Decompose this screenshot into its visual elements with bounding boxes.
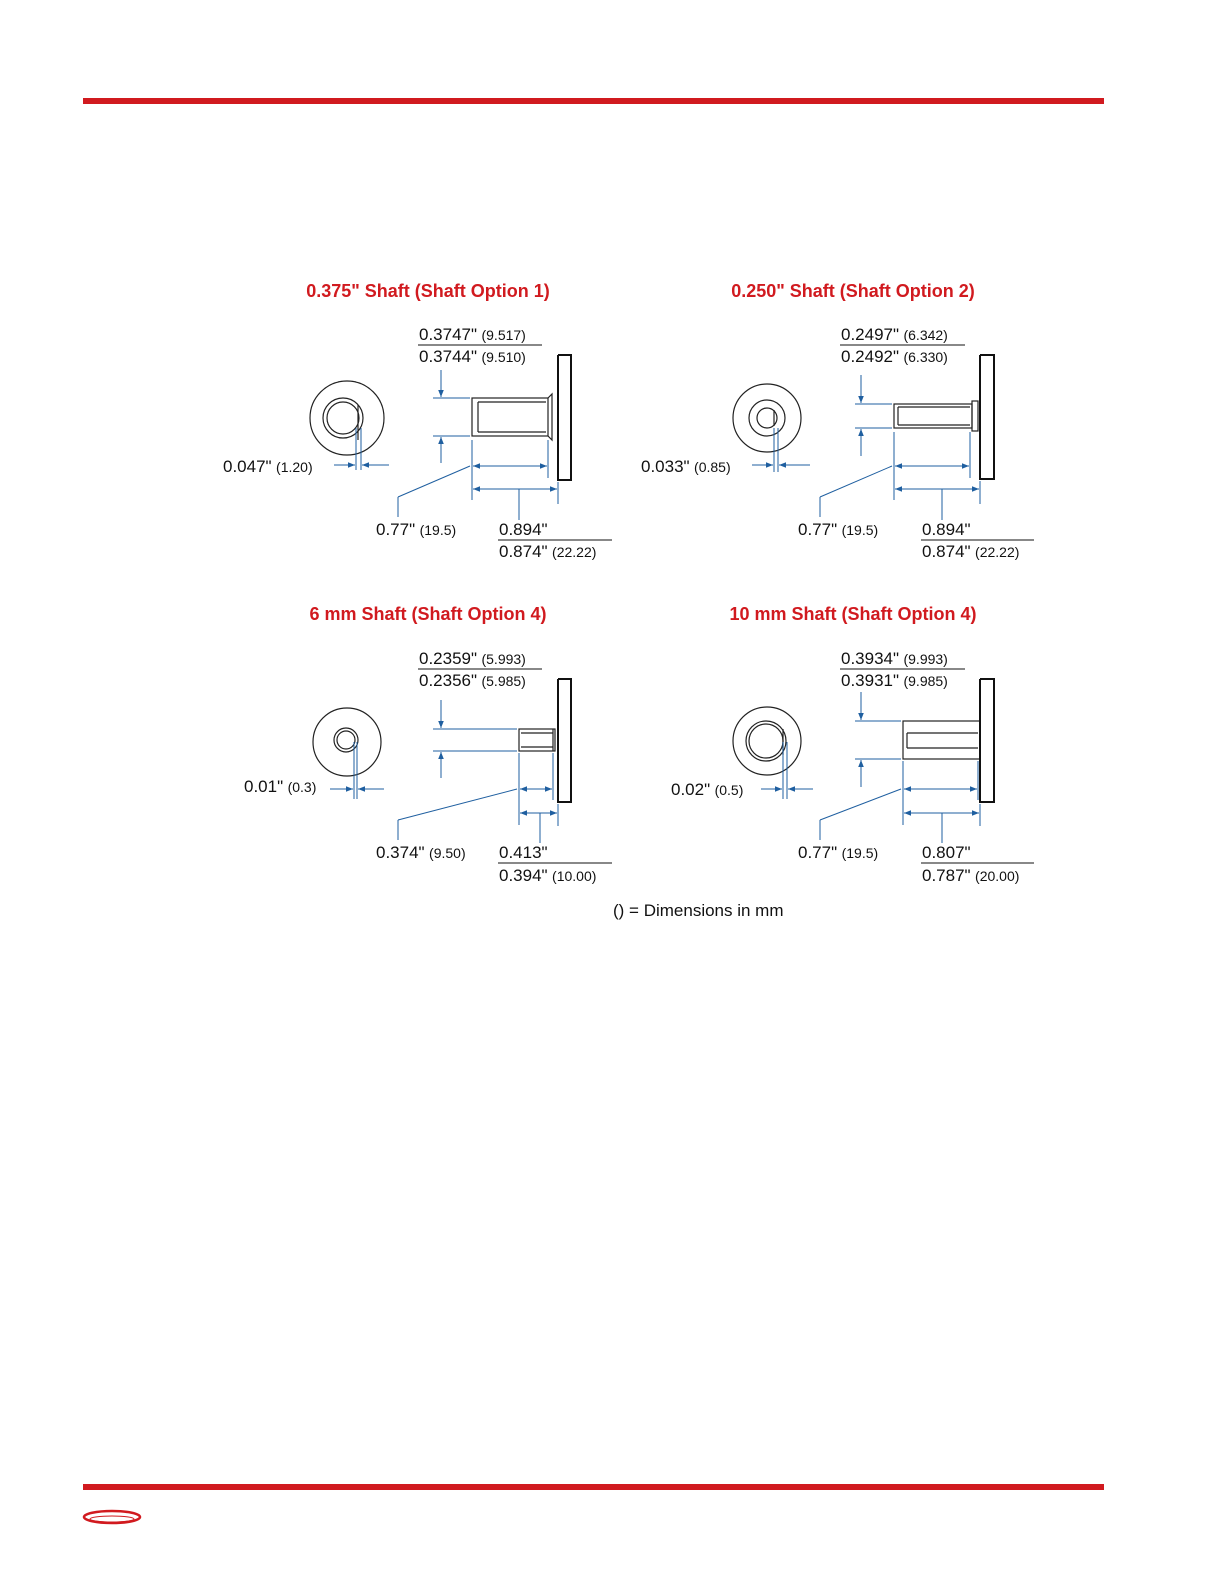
panel-shaft-option-2 (641, 281, 1034, 561)
flat-depth-label: 0.01" (0.3) (244, 777, 317, 796)
diameter-min-label: 0.3744" (9.510) (419, 347, 526, 366)
length-min-label: 0.787" (20.00) (922, 866, 1020, 885)
units-legend: () = Dimensions in mm (613, 901, 784, 920)
end-view (310, 381, 384, 455)
panel-title: 0.375" Shaft (Shaft Option 1) (306, 281, 550, 301)
end-view (733, 384, 801, 452)
length-max-label: 0.894" (499, 520, 548, 539)
diameter-max-label: 0.3934" (9.993) (841, 649, 948, 668)
diameter-max-label: 0.2359" (5.993) (419, 649, 526, 668)
diameter-min-label: 0.2492" (6.330) (841, 347, 948, 366)
end-view (313, 708, 381, 776)
flat-depth-label: 0.02" (0.5) (671, 780, 744, 799)
diameter-min-label: 0.3931" (9.985) (841, 671, 948, 690)
diameter-max-label: 0.2497" (6.342) (841, 325, 948, 344)
side-view (894, 355, 994, 479)
panel-shaft-10mm (671, 604, 1034, 885)
diameter-min-label: 0.2356" (5.985) (419, 671, 526, 690)
flat-depth-label: 0.033" (0.85) (641, 457, 731, 476)
length-min-label: 0.874" (22.22) (922, 542, 1020, 561)
flat-length-label: 0.77" (19.5) (798, 520, 879, 539)
side-view (519, 679, 571, 802)
panel-title: 0.250" Shaft (Shaft Option 2) (731, 281, 975, 301)
diameter-max-label: 0.3747" (9.517) (419, 325, 526, 344)
flat-length-label: 0.374" (9.50) (376, 843, 466, 862)
end-view (733, 707, 801, 775)
length-min-label: 0.394" (10.00) (499, 866, 597, 885)
length-min-label: 0.874" (22.22) (499, 542, 597, 561)
flat-length-label: 0.77" (19.5) (798, 843, 879, 862)
length-max-label: 0.807" (922, 843, 971, 862)
flat-depth-label: 0.047" (1.20) (223, 457, 313, 476)
length-max-label: 0.413" (499, 843, 548, 862)
panel-shaft-option-1 (223, 281, 612, 561)
length-max-label: 0.894" (922, 520, 971, 539)
side-view (472, 355, 571, 480)
panel-title: 10 mm Shaft (Shaft Option 4) (729, 604, 977, 624)
side-view (903, 679, 994, 802)
flat-length-label: 0.77" (19.5) (376, 520, 457, 539)
panel-title: 6 mm Shaft (Shaft Option 4) (309, 604, 547, 624)
panel-shaft-6mm (244, 604, 612, 885)
